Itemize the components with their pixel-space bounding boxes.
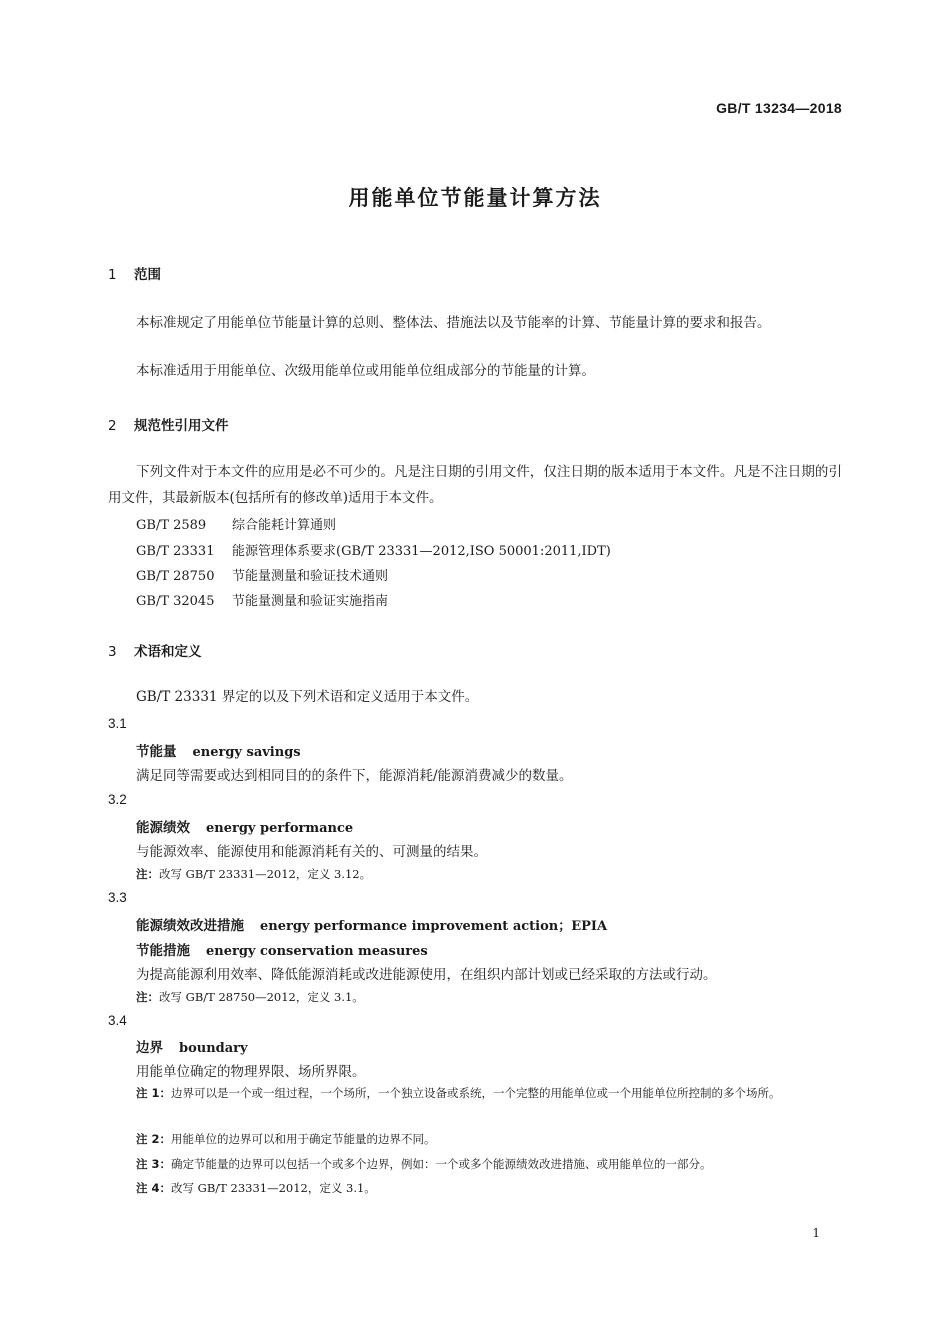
reference-title: 综合能耗计算通则 — [232, 518, 337, 533]
term-en: boundary — [179, 1041, 248, 1056]
term-definition: 与能源效率、能源使用和能源消耗有关的、可测量的结果。 — [136, 844, 487, 860]
term-note — [136, 1156, 712, 1172]
term-note — [136, 1131, 436, 1147]
term-zh: 能源绩效改进措施 — [136, 918, 244, 934]
section-1-heading — [108, 263, 161, 283]
term-en: energy savings — [192, 745, 301, 760]
term-note — [136, 989, 364, 1005]
section-title: 术语和定义 — [134, 644, 202, 660]
reference-item — [136, 565, 388, 584]
reference-item — [136, 514, 336, 533]
reference-title: 能源管理体系要求(GB/T 23331—2012,ISO 50001:2011,IDT) — [232, 544, 611, 559]
standard-number: GB/T 13234—2018 — [716, 100, 842, 116]
term-note — [136, 1082, 878, 1104]
term-en: energy conservation measures — [206, 944, 428, 959]
note-text: 改写 GB/T 23331—2012，定义 3.12。 — [159, 867, 372, 881]
reference-item — [136, 590, 388, 609]
section-title: 范围 — [134, 267, 161, 283]
paragraph: 本标准规定了用能单位节能量计算的总则、整体法、措施法以及节能率的计算、节能量计算的要求和报告。 — [136, 315, 771, 331]
term-definition: 满足同等需要或达到相同目的的条件下，能源消耗/能源消费减少的数量。 — [136, 768, 573, 784]
section-number: 3 — [108, 644, 117, 660]
term-number: 3.1 — [108, 716, 127, 731]
note-label: 注 4： — [136, 1181, 172, 1195]
note-text: 确定节能量的边界可以包括一个或多个边界，例如：一个或多个能源绩效改进措施、或用能单位的一部分。 — [171, 1157, 712, 1171]
term-heading — [136, 740, 301, 760]
note-text: 边界可以是一个或一组过程，一个场所，一个独立设备或系统，一个完整的用能单位或一个用能单位所控制的多个场所。 — [171, 1086, 781, 1100]
page-number: 1 — [812, 1226, 820, 1240]
term-heading — [136, 1036, 248, 1056]
reference-code: GB/T 23331 — [136, 544, 215, 559]
note-label: 注： — [136, 867, 159, 881]
term-number: 3.4 — [108, 1013, 127, 1028]
paragraph: 本标准适用于用能单位、次级用能单位或用能单位组成部分的节能量的计算。 — [136, 363, 595, 379]
paragraph: GB/T 23331 界定的以及下列术语和定义适用于本文件。 — [136, 689, 479, 705]
note-label: 注 2： — [136, 1132, 172, 1146]
reference-title: 节能量测量和验证技术通则 — [232, 569, 389, 584]
section-3-heading — [108, 640, 202, 660]
term-zh: 节能措施 — [136, 943, 190, 959]
term-zh: 节能量 — [136, 744, 177, 760]
document-title: 用能单位节能量计算方法 — [348, 186, 602, 210]
term-number: 3.3 — [108, 890, 127, 905]
paragraph: 下列文件对于本文件的应用是必不可少的。凡是注日期的引用文件，仅注日期的版本适用于本文件。凡是不注日期的引用文件，其最新版本(包括所有的修改单)适用于本文件。 — [108, 464, 842, 506]
term-zh: 边界 — [136, 1040, 163, 1056]
term-zh: 能源绩效 — [136, 820, 190, 836]
term-heading — [136, 816, 353, 836]
term-note — [136, 1180, 376, 1196]
reference-item — [136, 540, 611, 559]
reference-code: GB/T 28750 — [136, 569, 215, 584]
note-text: 改写 GB/T 23331—2012，定义 3.1。 — [171, 1181, 376, 1195]
term-number: 3.2 — [108, 792, 127, 807]
note-label: 注 3： — [136, 1157, 172, 1171]
section-title: 规范性引用文件 — [134, 418, 229, 434]
reference-title: 节能量测量和验证实施指南 — [232, 594, 389, 609]
term-note — [136, 866, 371, 882]
note-text: 用能单位的边界可以和用于确定节能量的边界不同。 — [171, 1132, 436, 1146]
note-label: 注： — [136, 990, 159, 1004]
term-definition: 用能单位确定的物理界限、场所界限。 — [136, 1064, 366, 1080]
section-number: 1 — [108, 267, 117, 283]
term-heading — [136, 914, 607, 934]
section-number: 2 — [108, 418, 117, 434]
term-heading-alt — [136, 939, 428, 959]
reference-code: GB/T 2589 — [136, 518, 207, 533]
note-label: 注 1： — [136, 1086, 172, 1100]
term-en: energy performance — [206, 821, 354, 836]
note-text: 改写 GB/T 28750—2012，定义 3.1。 — [159, 990, 364, 1004]
reference-code: GB/T 32045 — [136, 594, 215, 609]
term-en: energy performance improvement action；EPIA — [260, 919, 608, 934]
section-2-heading — [108, 414, 229, 434]
term-definition: 为提高能源利用效率、降低能源消耗或改进能源使用，在组织内部计划或已经采取的方法或行动。 — [136, 967, 717, 983]
